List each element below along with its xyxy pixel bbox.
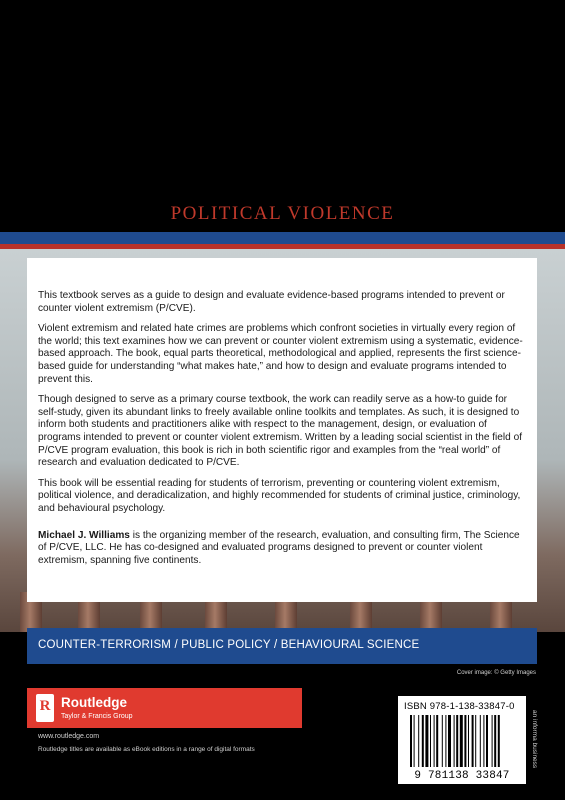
author-name: Michael J. Williams bbox=[38, 529, 130, 541]
author-bio-text: is the organizing member of the research, evaluation, and consulting firm, The Science of P/CVE, LLC. He has co-designed and evaluated programs designed to prevent or counter violent extremism, spanning five continents. bbox=[38, 529, 520, 566]
publisher-name: Routledge bbox=[61, 695, 127, 710]
publisher-url: www.routledge.com bbox=[38, 733, 100, 740]
series-title: POLITICAL VIOLENCE bbox=[170, 203, 395, 224]
barcode-icon bbox=[410, 715, 518, 767]
vertical-note: an informa business bbox=[531, 710, 538, 769]
description-paragraph: Violent extremism and related hate crimes are problems which confront societies in virtually every region of the world; this text examines how we can prevent or counter violent extremism using a systematic, evidence-based approach. The book, equal parts theoretical, methodological and applied, represents the first science-based guide for understanding “what makes hate,” and how to design and evaluate programs intended to prevent this. bbox=[38, 323, 523, 385]
description-paragraph: This book will be essential reading for students of terrorism, preventing or countering violent extremism, political violence, and deradicalization, and highly recommended for students of criminal justice, criminology, and behavioural psychology. bbox=[38, 477, 521, 514]
routledge-logo: R bbox=[36, 694, 54, 722]
blue-band bbox=[0, 232, 565, 244]
ebook-note: Routledge titles are available as eBook editions in a range of digital formats bbox=[38, 746, 255, 753]
barcode-number: 9 781138 33847 bbox=[414, 770, 510, 782]
author-bio bbox=[38, 530, 526, 568]
publisher-group: Taylor & Francis Group bbox=[61, 713, 133, 720]
description-panel bbox=[27, 258, 537, 602]
barcode-box bbox=[398, 696, 526, 784]
description-paragraph: This textbook serves as a guide to design and evaluate evidence-based programs intended to prevent or counter violent extremism (P/CVE). bbox=[38, 290, 505, 314]
cover-credit: Cover image: © Getty Images bbox=[456, 670, 536, 676]
publisher-box bbox=[27, 688, 302, 728]
description-paragraph: Though designed to serve as a primary course textbook, the work can readily serve as a how-to guide for self-study, given its abundant links to freely available online toolkits and templates. As such, it is designed to inform both students and practitioners alike with respect to the management, design, or evaluation of programs intended to prevent or counter violent extremism. Written by a leading social scientist in the field of P/CVE program evaluation, this book is rich in both scientific rigor and examples from the “real world” of research and evaluation dedicated to P/CVE. bbox=[38, 394, 522, 469]
isbn-text: ISBN 978-1-138-33847-0 bbox=[404, 701, 515, 712]
subject-bar: COUNTER-TERRORISM / PUBLIC POLICY / BEHAVIOURAL SCIENCE bbox=[27, 628, 537, 664]
